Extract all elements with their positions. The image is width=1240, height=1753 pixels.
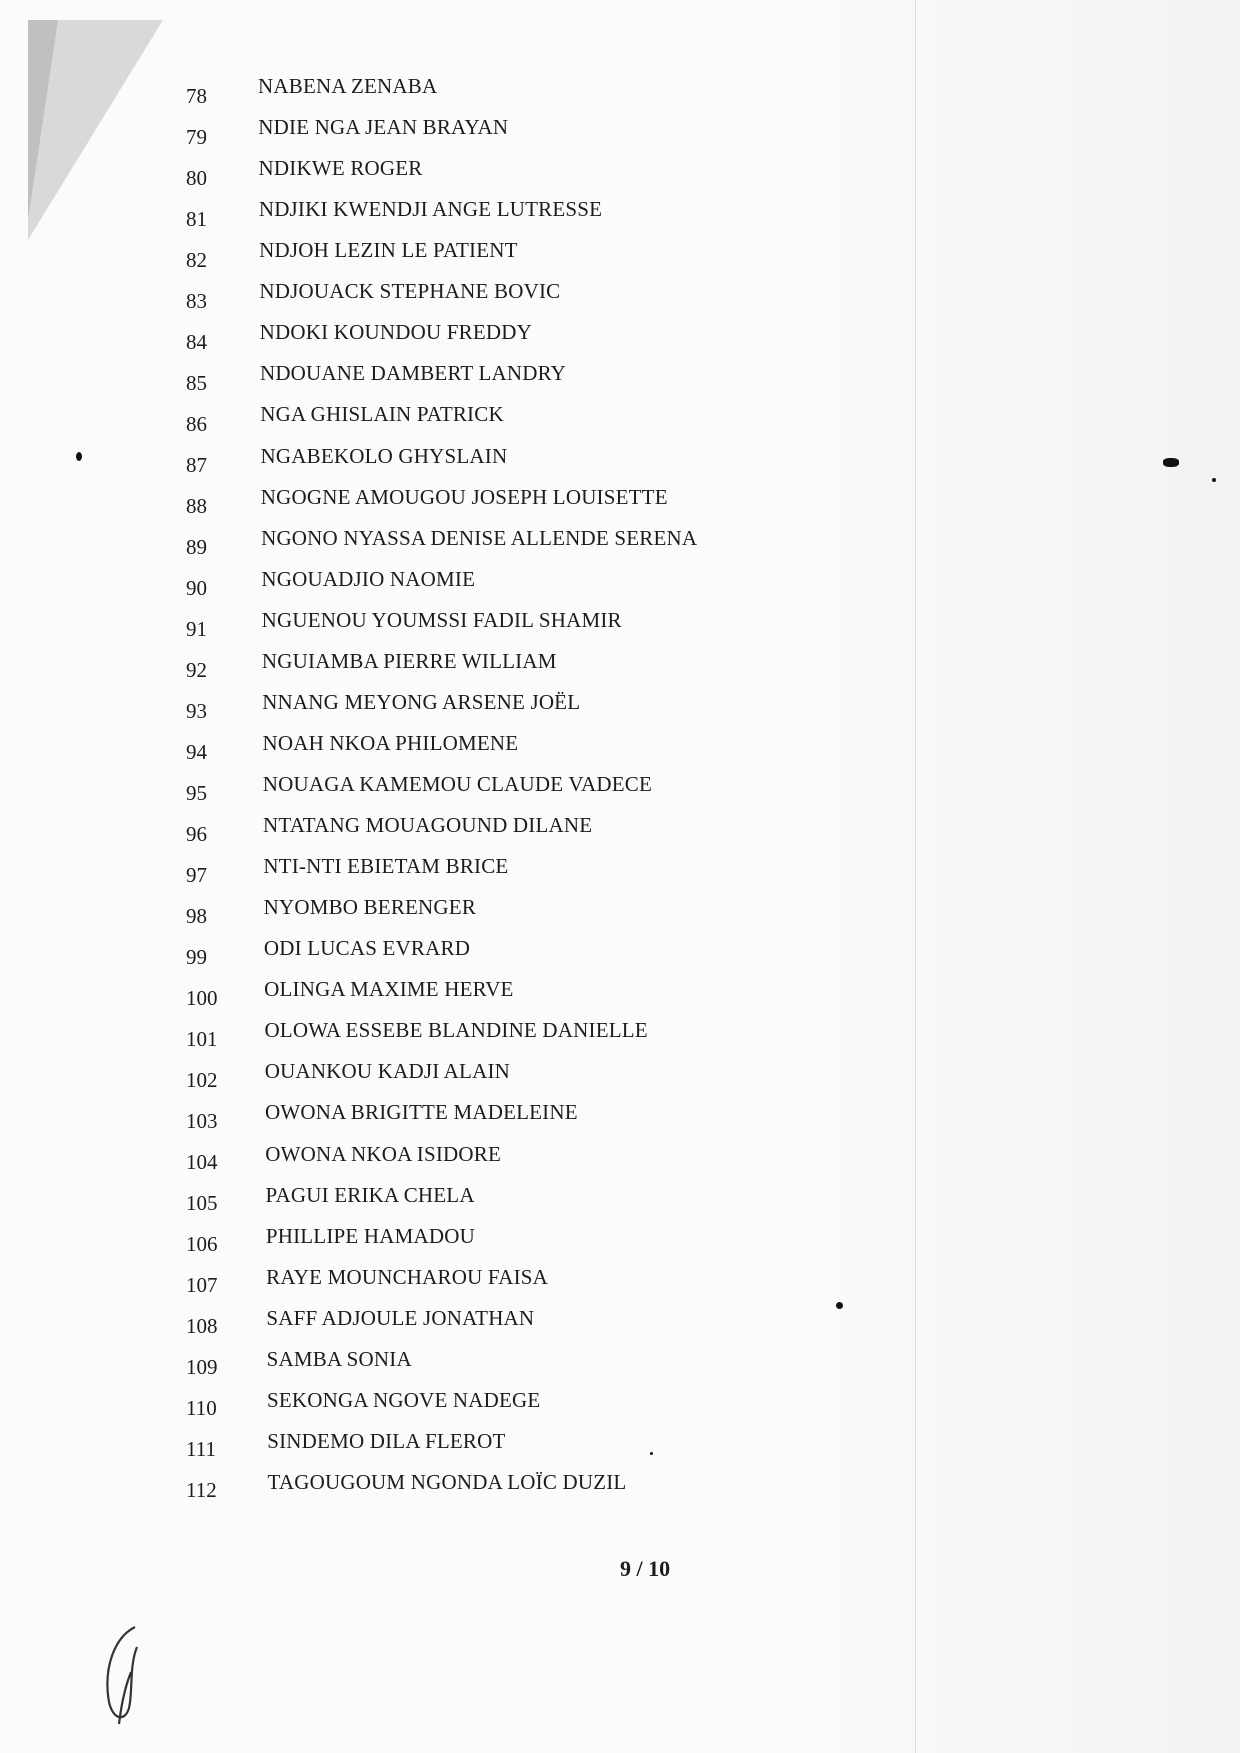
row-number: 95 — [186, 781, 207, 805]
page-number: 9 / 10 — [620, 1556, 671, 1581]
row-number: 107 — [186, 1273, 218, 1297]
row-number: 92 — [186, 658, 207, 682]
candidate-name: PAGUI ERIKA CHELA — [265, 1182, 475, 1207]
candidate-name: NDIKWE ROGER — [258, 156, 423, 181]
row-number: 103 — [186, 1109, 218, 1133]
row-number: 99 — [186, 945, 207, 969]
candidate-name: NGUIAMBA PIERRE WILLIAM — [261, 648, 557, 673]
candidate-name: OLOWA ESSEBE BLANDINE DANIELLE — [264, 1018, 648, 1043]
row-number: 111 — [186, 1437, 216, 1461]
candidate-name: SEKONGA NGOVE NADEGE — [266, 1387, 541, 1412]
row-number: 82 — [186, 248, 207, 272]
row-number: 84 — [186, 330, 207, 354]
row-number: 79 — [186, 125, 207, 149]
candidate-name: NOUAGA KAMEMOU CLAUDE VADECE — [262, 772, 652, 796]
row-number: 83 — [186, 289, 207, 313]
candidate-name: OWONA BRIGITTE MADELEINE — [265, 1100, 578, 1125]
candidate-name: NGABEKOLO GHYSLAIN — [260, 443, 508, 468]
row-number: 105 — [186, 1191, 218, 1215]
row-number: 78 — [186, 84, 207, 108]
ink-speck — [76, 452, 82, 461]
candidate-name: NTI-NTI EBIETAM BRICE — [263, 854, 509, 879]
candidate-name: NDOUANE DAMBERT LANDRY — [259, 361, 567, 386]
candidate-name: NDOKI KOUNDOU FREDDY — [259, 320, 532, 345]
row-number: 93 — [186, 699, 207, 723]
folded-corner-shadow — [28, 20, 58, 220]
candidate-name: NABENA ZENABA — [258, 74, 438, 98]
candidate-name: NGOUADJIO NAOMIE — [261, 566, 476, 591]
row-number: 90 — [186, 576, 207, 600]
fold-line — [915, 0, 916, 1753]
candidate-name: NOAH NKOA PHILOMENE — [262, 730, 519, 755]
row-number: 101 — [186, 1027, 218, 1051]
candidate-name: PHILLIPE HAMADOU — [265, 1223, 475, 1248]
candidate-name: NGA GHISLAIN PATRICK — [260, 402, 504, 427]
row-number: 97 — [186, 863, 207, 887]
ink-speck — [836, 1302, 843, 1309]
candidate-name: NDJIKI KWENDJI ANGE LUTRESSE — [258, 197, 603, 222]
row-number: 108 — [186, 1314, 218, 1338]
candidate-name: ODI LUCAS EVRARD — [263, 936, 471, 961]
row-number: 96 — [186, 822, 207, 846]
candidate-name: NTATANG MOUAGOUND DILANE — [263, 813, 593, 838]
candidate-name: NGOGNE AMOUGOU JOSEPH LOUISETTE — [260, 484, 668, 509]
candidate-name: NYOMBO BERENGER — [263, 895, 477, 920]
row-number: 102 — [186, 1068, 218, 1092]
row-number: 106 — [186, 1232, 218, 1256]
row-number: 85 — [186, 371, 207, 395]
row-number: 100 — [186, 986, 218, 1010]
candidate-name: NDJOUACK STEPHANE BOVIC — [259, 279, 561, 304]
row-number: 91 — [186, 617, 207, 641]
row-number: 98 — [186, 904, 207, 928]
row-number: 86 — [186, 412, 207, 436]
candidate-name: OLINGA MAXIME HERVE — [264, 977, 514, 1002]
row-number: 112 — [186, 1478, 217, 1502]
initials-signature — [95, 1612, 165, 1732]
row-number: 104 — [186, 1150, 218, 1174]
row-number: 109 — [186, 1355, 218, 1379]
candidate-name: NGUENOU YOUMSSI FADIL SHAMIR — [261, 607, 622, 632]
row-number: 89 — [186, 535, 207, 559]
row-number: 94 — [186, 740, 207, 764]
candidate-name: TAGOUGOUM NGONDA LOÏC DUZIL — [267, 1470, 627, 1494]
ink-speck — [1163, 458, 1179, 467]
row-number: 88 — [186, 494, 207, 518]
candidate-name: SAFF ADJOULE JONATHAN — [266, 1305, 535, 1330]
bleed-through-shade — [820, 0, 1240, 1753]
candidate-name: NDIE NGA JEAN BRAYAN — [258, 115, 509, 140]
ink-speck — [650, 1452, 653, 1455]
row-number: 80 — [186, 166, 207, 190]
row-number: 81 — [186, 207, 207, 231]
row-number: 87 — [186, 453, 207, 477]
ink-speck — [1212, 478, 1216, 482]
row-number: 110 — [186, 1396, 217, 1420]
candidate-name: SAMBA SONIA — [266, 1346, 412, 1371]
candidate-name: OWONA NKOA ISIDORE — [265, 1141, 502, 1166]
candidate-name: OUANKOU KADJI ALAIN — [264, 1059, 510, 1084]
candidate-name: NDJOH LEZIN LE PATIENT — [259, 238, 518, 263]
candidate-name: RAYE MOUNCHAROU FAISA — [266, 1264, 549, 1289]
candidate-name: NGONO NYASSA DENISE ALLENDE SERENA — [261, 525, 698, 550]
candidate-name: SINDEMO DILA FLEROT — [267, 1428, 506, 1453]
candidate-name: NNANG MEYONG ARSENE JOËL — [262, 689, 581, 714]
